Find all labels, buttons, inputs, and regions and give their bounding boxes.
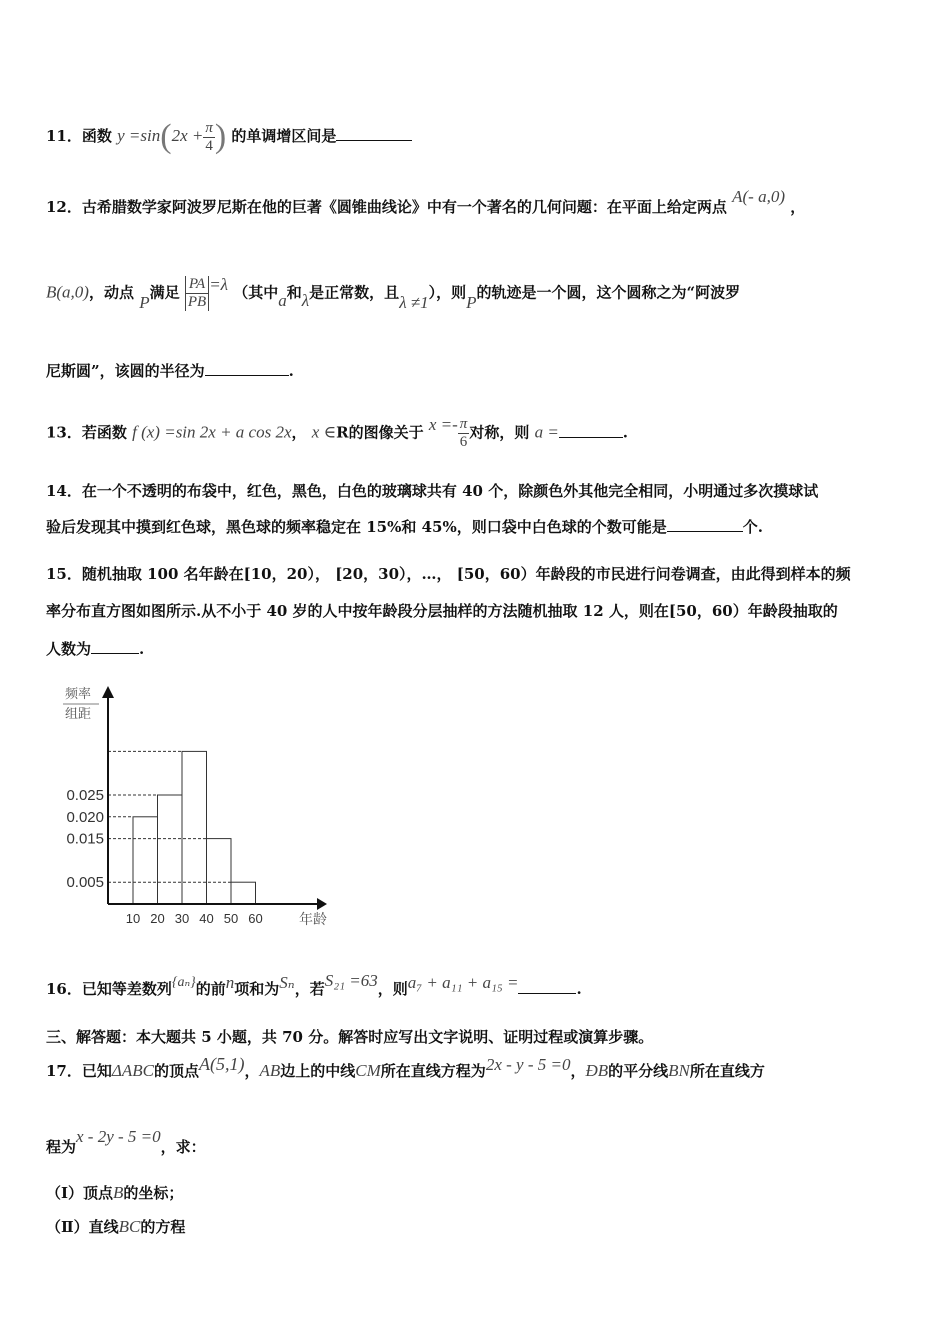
q16-sum: a₇ + a₁₁ + a₁₅ = (407, 973, 519, 992)
q12-comma: ， (790, 198, 806, 216)
q13-t1: ， (291, 423, 307, 442)
q16-t2: 项和为 (234, 980, 280, 998)
question-17-part1 (46, 1182, 183, 1203)
q14-answer-blank (667, 517, 743, 532)
x-tick-label: 50 (223, 911, 239, 926)
question-11: 11．函数 y =sin(2x + $\frac{\pi}{4}$ ) 的单调增区间是 (46, 118, 412, 156)
q12-text-line3: 尼斯圆”，该圆的半径为 (46, 362, 205, 380)
q16-t4: ，则 (377, 980, 408, 998)
x-tick-label: 40 (199, 911, 214, 926)
q12-t5: 是正常数，且 (309, 283, 400, 302)
q17-line2a: 程为 (46, 1138, 77, 1156)
q13-answer-blank (559, 423, 623, 438)
question-14-line2 (46, 516, 763, 537)
section-3-heading (46, 1026, 653, 1047)
q13-xr: x ∈ (311, 422, 337, 442)
q16-number: 16． (46, 980, 82, 998)
x-tick-label: 20 (150, 911, 165, 926)
q17-bn: BN (668, 1061, 690, 1080)
q13-pi: π (459, 416, 468, 432)
q16-t1: 的前 (195, 980, 226, 998)
y-tick-label: 0.005 (66, 874, 104, 892)
q17-eq1: 2x - y - 5 =0 (485, 1055, 571, 1074)
y-label-bottom: 组距 (65, 706, 92, 721)
q17-t4: 所在直线方程为 (380, 1062, 486, 1080)
y-axis-arrow (102, 686, 114, 698)
x-axis-label: 年龄 (299, 911, 327, 927)
question-15-line1 (46, 563, 851, 584)
q13-t2: 的图像关于 (348, 423, 424, 442)
q17-point-a: A(5,1) (199, 1054, 245, 1074)
q11-answer-blank (336, 126, 412, 141)
q12-lambda: λ (301, 290, 310, 310)
question-15-line2 (46, 600, 838, 621)
question-12-line2 (46, 276, 740, 311)
section-3-text: 三、解答题：本大题共 5 小题，共 70 分。解答时应写出文字说明、证明过程或演算步骤。 (46, 1028, 654, 1046)
q13-lead: 若函数 (81, 423, 127, 442)
question-17-part2 (46, 1216, 185, 1237)
q12-pa: PA (185, 276, 209, 294)
q12-p: P (139, 292, 150, 312)
q16-lead: 已知等差数列 (81, 980, 172, 998)
q12-eq-lambda: =λ (209, 274, 229, 294)
q12-point-b: B(a,0) (46, 282, 89, 302)
q17-t7: 所在直线方 (689, 1062, 765, 1080)
q12-pb: PB (185, 294, 209, 311)
q13-fx: f (x) =sin 2x + a cos 2x (132, 422, 292, 442)
question-13 (46, 416, 628, 451)
q16-n: n (225, 973, 235, 992)
question-16 (46, 971, 582, 999)
q17-lead: 已知 (81, 1062, 112, 1080)
y-tick-label: 0.020 (66, 808, 104, 826)
q14-number: 14． (46, 482, 82, 500)
histogram-bar (231, 882, 256, 904)
q13-fraction (458, 416, 470, 451)
q12-answer-blank (205, 361, 289, 376)
q17-t5: ， (570, 1062, 586, 1080)
histogram-bar (158, 795, 183, 904)
histogram-bar (182, 751, 207, 904)
q11-formula-y: y =sin (117, 126, 161, 145)
x-tick-label: 30 (174, 911, 190, 926)
q13-t3: 对称，则 (469, 423, 530, 442)
q12-point-a: A(- a,0) (732, 187, 785, 206)
q13-end: . (622, 423, 629, 442)
plot-area (66, 686, 327, 926)
q13-six: 6 (459, 434, 468, 450)
q15-end: . (139, 640, 145, 658)
q17-eq2: x - 2y - 5 =0 (76, 1127, 161, 1146)
q17-part2b: 的方程 (140, 1218, 186, 1236)
q15-text-line2: 率分布直方图如图所示.从不小于 40 岁的人中按年龄段分层抽样的方法随机抽取 12 人，则在[50，60）年龄段抽取的 (46, 602, 838, 620)
x-tick-label: 10 (125, 911, 141, 926)
q12-t6: ），则 (428, 283, 467, 302)
q15-text-line3: 人数为 (46, 640, 92, 658)
q12-text-line1: 古希腊数学家阿波罗尼斯在他的巨著《圆锥曲线论》中有一个著名的几何问题：在平面上给定两点 (81, 198, 727, 216)
q17-t1: 的顶点 (153, 1062, 199, 1080)
y-tick-label: 0.015 (66, 830, 104, 848)
x-tick-label: 60 (248, 911, 263, 926)
q11-four: 4 (205, 137, 213, 154)
q16-sn: Sₙ (279, 973, 295, 992)
q17-part1b: 的坐标； (123, 1184, 184, 1202)
q13-a-eq: a = (534, 422, 559, 442)
q11-pi: π (205, 119, 213, 136)
q12-t3: （其中 (233, 283, 279, 302)
question-14-line1 (46, 480, 818, 501)
q12-a: a (278, 290, 287, 310)
q15-answer-blank (91, 639, 139, 654)
q12-lambda-ne: λ ≠1 (399, 292, 429, 312)
histogram-bar (133, 817, 158, 904)
q13-x-eq: x =- (428, 414, 458, 434)
q17-angle-b: ÐB (585, 1061, 609, 1080)
histogram-bar (207, 839, 232, 904)
q12-t4: 和 (286, 283, 302, 302)
q16-end: . (576, 980, 582, 998)
question-17-line2 (46, 1127, 206, 1157)
q16-t3: ，若 (294, 980, 325, 998)
q13-number: 13． (46, 423, 82, 442)
q17-ab: AB (259, 1061, 281, 1080)
q11-tail: 的单调增区间是 (231, 127, 337, 145)
q12-ratio (185, 276, 209, 311)
y-label-top: 频率 (65, 686, 92, 701)
q12-end: . (288, 362, 294, 380)
q17-number: 17． (46, 1062, 82, 1080)
q11-formula-inner: 2x + (171, 126, 204, 145)
q17-t2: ， (244, 1062, 260, 1080)
q17-part2a: （Ⅱ）直线 (46, 1218, 119, 1236)
question-17-line1 (46, 1054, 765, 1081)
q11-lead: 函数 (81, 127, 112, 145)
q17-bc: BC (118, 1217, 141, 1236)
q14-text-line1: 在一个不透明的布袋中，红色，黑色，白色的玻璃球共有 40 个，除颜色外其他完全相同，小明通过多次摸球试 (81, 482, 819, 500)
q17-line2b: ，求： (160, 1138, 206, 1156)
q16-seq: {aₙ} (171, 975, 196, 990)
q17-part1a: （Ⅰ）顶点 (46, 1184, 114, 1202)
q11-number: 11． (46, 127, 82, 145)
q12-t7: 的轨迹是一个圆，这个圆称之为“阿波罗 (476, 283, 741, 302)
question-15-line3 (46, 638, 144, 659)
q15-text-line1: 随机抽取 100 名年龄在[10，20）， [20，30），…， [50，60）年龄段的市民进行问卷调查，由此得到样本的频 (81, 565, 851, 583)
q14-tail: 个. (742, 518, 763, 536)
q16-answer-blank (518, 979, 576, 994)
q12-p2: P (466, 292, 477, 312)
q17-triangle: ΔABC (111, 1061, 154, 1080)
q12-number: 12． (46, 198, 82, 216)
q11-fraction (203, 120, 215, 155)
question-12-line1 (46, 187, 806, 217)
q17-t6: 的平分线 (608, 1062, 669, 1080)
x-axis-arrow (317, 898, 327, 910)
frequency-histogram (55, 682, 345, 932)
question-12-line3 (46, 360, 294, 381)
q17-t3: 边上的中线 (280, 1062, 356, 1080)
q12-t1: ，动点 (88, 283, 134, 302)
q15-number: 15． (46, 565, 82, 583)
q17-cm: CM (355, 1061, 381, 1080)
q16-s21: S₂₁ =63 (324, 971, 378, 990)
q14-text-line2: 验后发现其中摸到红色球，黑色球的频率稳定在 15%和 45%，则口袋中白色球的个数可能是 (46, 518, 667, 536)
q13-R: R (336, 423, 349, 442)
q17-b: B (113, 1183, 124, 1202)
q12-t2: 满足 (149, 283, 180, 302)
y-tick-label: 0.025 (66, 787, 104, 804)
